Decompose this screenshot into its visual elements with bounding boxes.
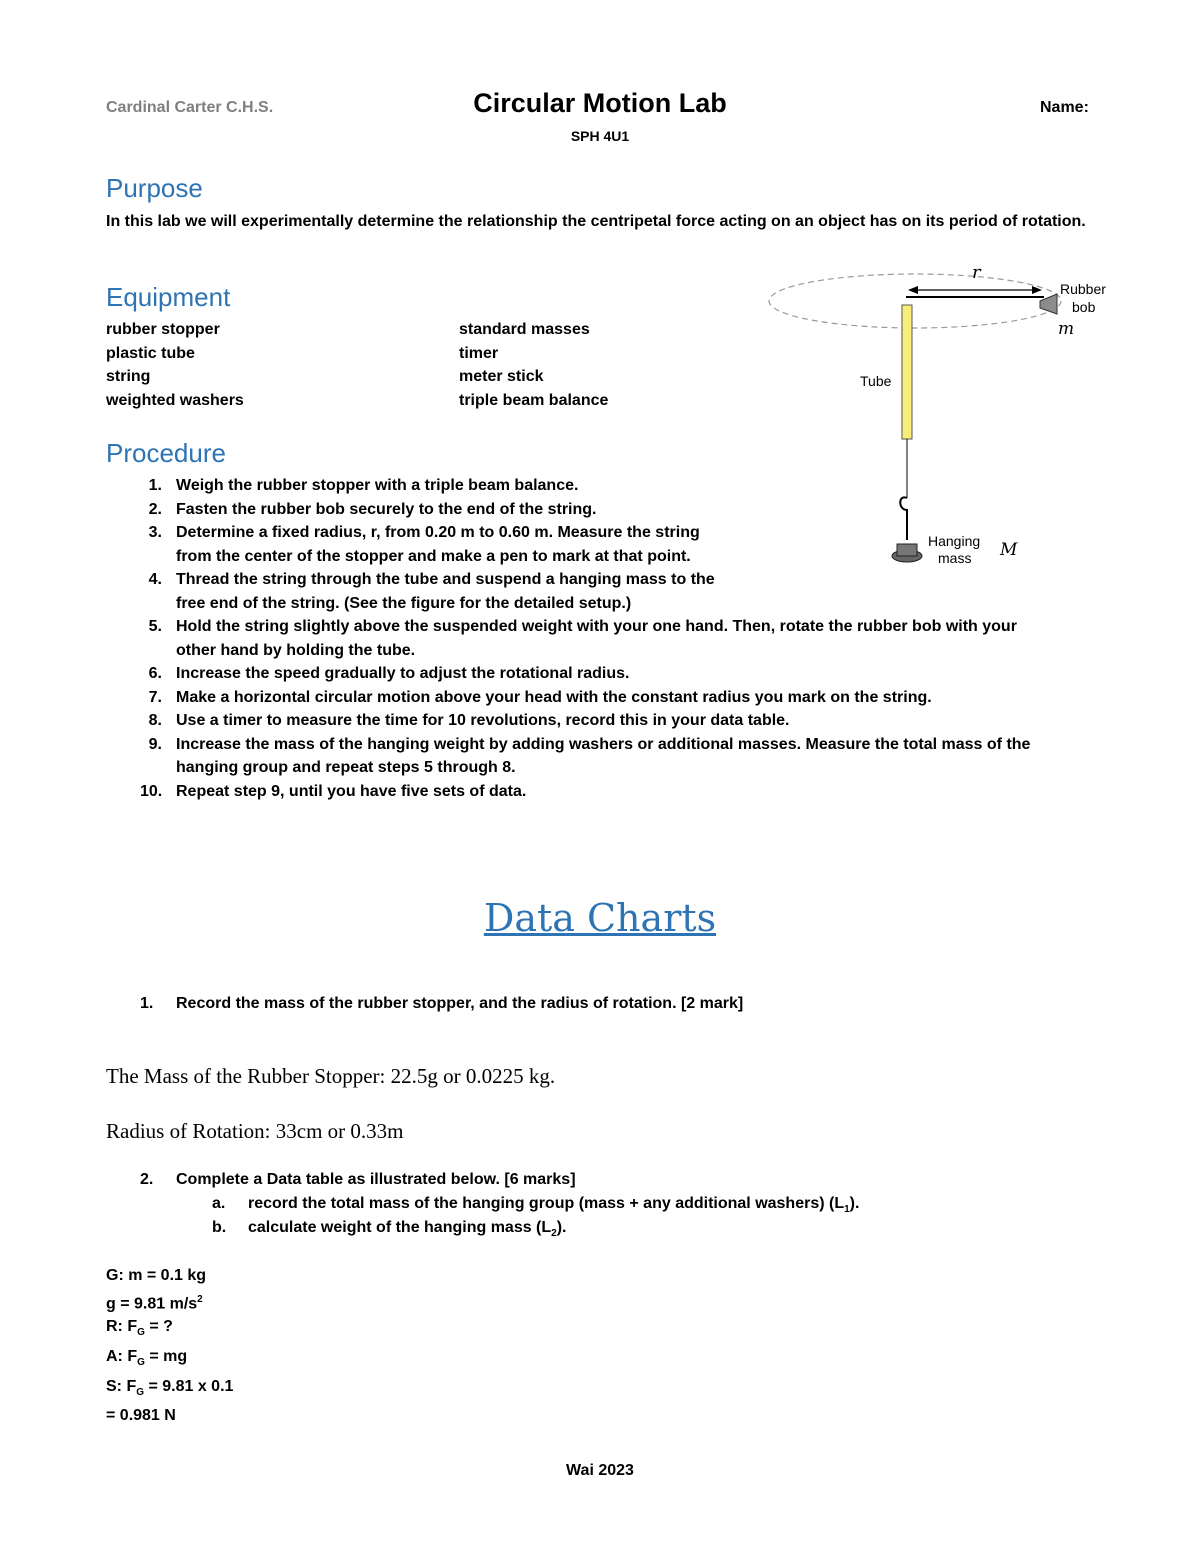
- equipment-item: weighted washers: [106, 391, 244, 409]
- equipment-item: plastic tube: [106, 344, 195, 362]
- procedure-step: 5. Hold the string slightly above the suspended weight with your one hand. Then, rotate the rubber bob with your: [148, 618, 1017, 635]
- procedure-step: free end of the string. (See the figure for the detailed setup.): [176, 594, 632, 612]
- procedure-step: from the center of the stopper and make a pen to mark at that point.: [176, 547, 691, 565]
- mass-answer: The Mass of the Rubber Stopper: 22.5g or 0.0225 kg.: [106, 1064, 556, 1088]
- radius-label: r: [972, 262, 981, 283]
- equipment-item: rubber stopper: [106, 321, 220, 338]
- gravity-line: g = 9.81 $m/s^2$: [106, 1293, 203, 1312]
- bob-label-line1: Rubber: [1060, 281, 1106, 297]
- procedure-step: 2. Fasten the rubber bob securely to the end of the string.: [148, 500, 597, 518]
- question-1: 1. Record the mass of the rubber stopper, and the radius of rotation. [2 mark]: [140, 995, 744, 1012]
- procedure-step: other hand by holding the tube.: [176, 641, 416, 659]
- tube: [902, 305, 912, 439]
- equipment-item: meter stick: [459, 368, 544, 385]
- procedure-step: 6. Increase the speed gradually to adjust the rotational radius.: [148, 665, 630, 682]
- procedure-step: 9. Increase the mass of the hanging weight by adding washers or additional masses. Measure the total mass of the: [148, 735, 1031, 753]
- required-line: R: $F_G$ = ?: [106, 1318, 173, 1339]
- procedure-list: [106, 474, 1030, 803]
- arrow-head-left: [908, 286, 918, 294]
- equipment-heading: Equipment: [106, 282, 231, 312]
- course-code: SPH 4U1: [570, 128, 630, 144]
- name-label: Name:: [1040, 99, 1089, 116]
- footer-text: Wai 2023: [566, 1462, 634, 1479]
- procedure-step: hanging group and repeat steps 5 through 8.: [176, 759, 516, 776]
- equipment-list-left: [106, 318, 244, 412]
- equipment-item: triple beam balance: [459, 391, 609, 409]
- data-charts-heading: Data Charts: [483, 896, 717, 940]
- hanging-label-line2: mass: [938, 550, 972, 566]
- orbit-path: [769, 274, 1061, 328]
- procedure-step: 7. Make a horizontal circular motion above your head with the constant radius you mark on the string.: [148, 688, 932, 706]
- given-line: G: m = 0.1 kg: [106, 1267, 207, 1284]
- purpose-heading: Purpose: [106, 173, 203, 203]
- question-2a: a. record the total mass of the hanging group (mass + any additional washers) $(L_1)$.: [212, 1195, 860, 1216]
- page-title: Circular Motion Lab: [473, 88, 727, 118]
- bob-label-line2: bob: [1072, 299, 1096, 315]
- procedure-step: 10. Repeat step 9, until you have five sets of data.: [140, 782, 527, 800]
- question-2: 2. Complete a Data table as illustrated below. [6 marks]: [140, 1171, 576, 1188]
- radius-answer: Radius of Rotation: 33cm or 0.33m: [106, 1119, 404, 1143]
- solution-line: S: $F_G = 9.81$ x 0.1: [106, 1377, 234, 1398]
- hanging-mass-label: M: [1000, 540, 1018, 560]
- procedure-step: 1. Weigh the rubber stopper with a triple beam balance.: [148, 477, 579, 494]
- procedure-step: 8. Use a timer to measure the time for 10 revolutions, record this in your data table.: [148, 712, 790, 729]
- equipment-list-right: [459, 318, 608, 412]
- bob-mass-label: m: [1058, 319, 1075, 339]
- equipment-item: standard masses: [459, 321, 590, 338]
- equipment-item: string: [106, 368, 151, 385]
- equipment-item: timer: [459, 344, 499, 362]
- procedure-heading: Procedure: [106, 438, 226, 468]
- hanging-label-line1: Hanging: [928, 533, 981, 549]
- procedure-step: 3. Determine a fixed radius, r, from 0.20 m to 0.60 m. Measure the string: [148, 524, 700, 541]
- purpose-text: In this lab we will experimentally determine the relationship the centripetal force acting on an object has on its period of rotation.: [106, 213, 1086, 230]
- result-line: = 0.981 N: [106, 1407, 176, 1425]
- procedure-step: 4. Thread the string through the tube and suspend a hanging mass to the: [148, 571, 715, 588]
- question-2b: b. calculate weight of the hanging mass $(L_2)$.: [212, 1219, 567, 1240]
- analysis-line: A: $F_G$ = mg: [106, 1348, 188, 1369]
- grass-solution: [106, 1264, 233, 1428]
- school-name: Cardinal Carter C.H.S.: [106, 99, 274, 116]
- tube-label: Tube: [860, 373, 892, 389]
